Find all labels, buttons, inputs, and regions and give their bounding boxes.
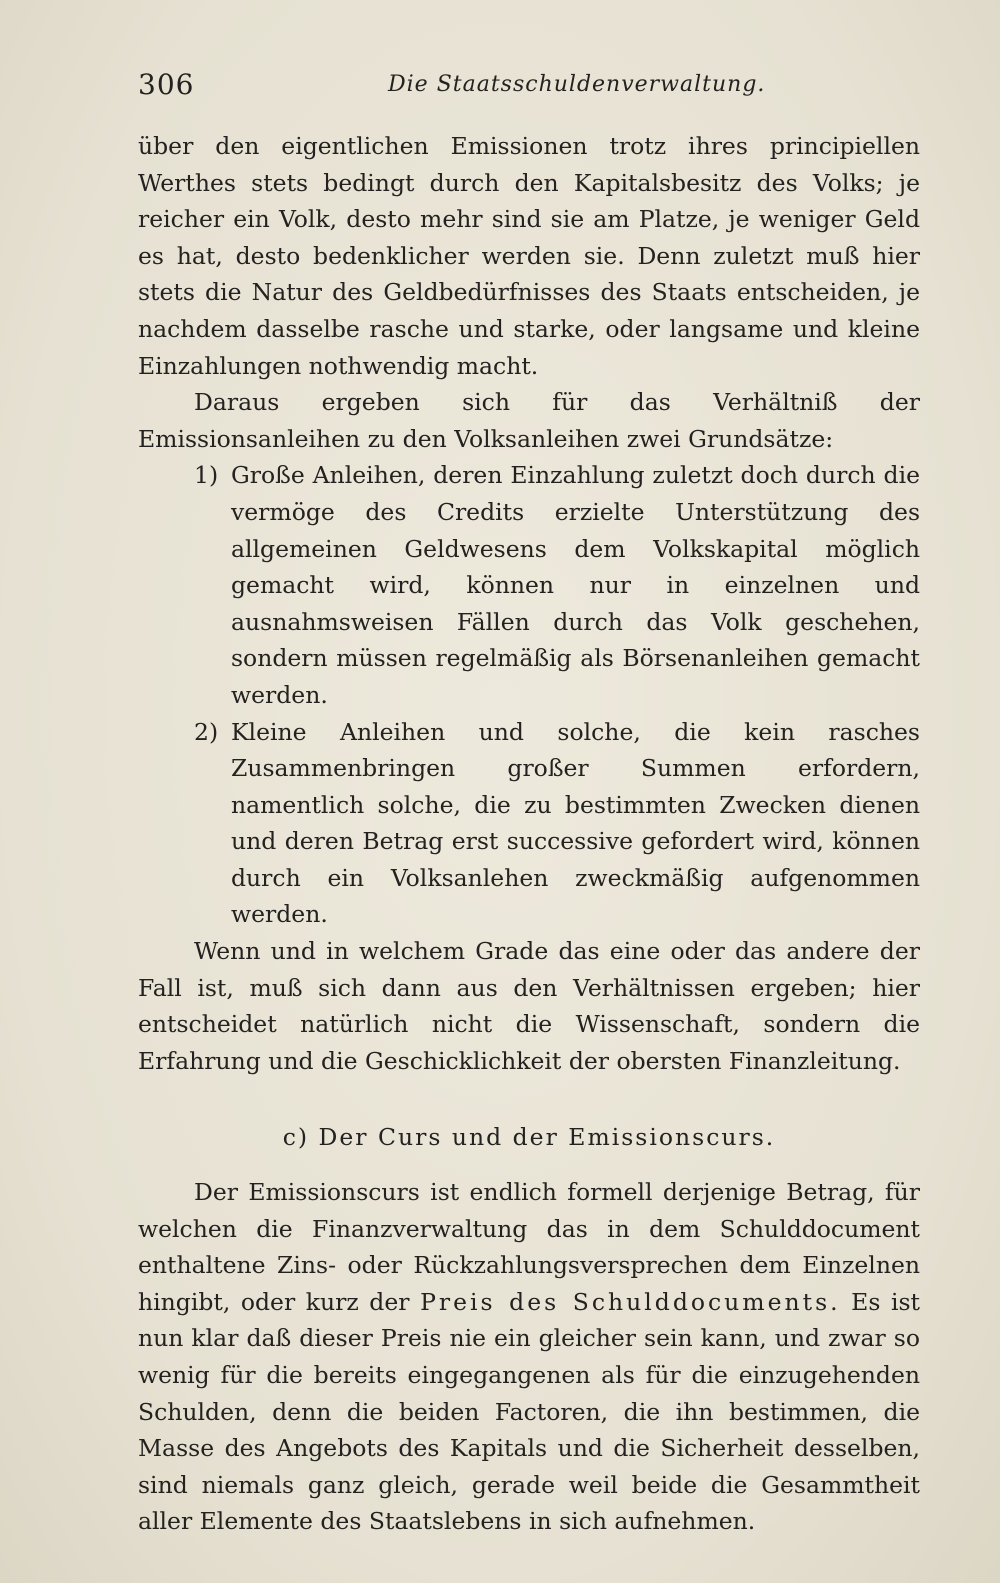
list-item-text: Kleine Anleihen und solche, die kein rasches Zusammenbringen großer Summen erfordern, namentlich solche, die zu bestimmten Zwecken dienen und deren Betrag erst successive gefordert wird, können durch ein Volksanlehen zweckmäßig aufgenommen werden. (231, 717, 920, 929)
paragraph-text: Der Emissionscurs ist endlich formell derjenige Betrag, für welchen die Finanzverwaltung das in dem Schulddocument enthaltene Zins- oder Rückzahlungsversprechen dem Einzelnen hingibt, oder kurz der (138, 1178, 920, 1316)
paragraph-emission-price (138, 1174, 920, 1540)
list-item (138, 714, 920, 934)
list-item-number: 2) (194, 717, 219, 746)
paragraph-text: Es ist nun klar daß dieser Preis nie ein gleicher sein kann, und zwar so wenig für die bereits eingegangenen als für die einzugehenden Schulden, denn die beiden Factoren, die ihn bestimmen, die Masse des Angebots des Kapitals und die Sicherheit desselben, sind niemals ganz gleich, gerade weil beide die Gesammtheit aller Elemente des Staatslebens in sich aufnehmen. (138, 1287, 920, 1536)
paragraph-continuation: über den eigentlichen Emissionen trotz ihres principiellen Werthes stets bedingt durch den Kapitalsbesitz des Volks; je reicher ein Volk, desto mehr sind sie am Platze, je weniger Geld es hat, desto bedenklicher werden sie. Denn zuletzt muß hier stets die Natur des Geldbedürfnisses des Staats entscheiden, je nachdem dasselbe rasche und starke, oder langsame und kleine Einzahlungen nothwendig macht. (138, 132, 920, 380)
list-item-number: 1) (194, 461, 219, 490)
page-body (138, 128, 920, 1540)
paragraph-experience: Wenn und in welchem Grade das eine oder das andere der Fall ist, muß sich dann aus den Verhältnissen ergeben; hier entscheidet natürlich nicht die Wissenschaft, sondern die Erfahrung und die Geschicklichkeit der obersten Finanzleitung. (138, 937, 920, 1075)
section-heading: c) Der Curs und der Emissionscurs. (282, 1123, 776, 1152)
paragraph-principles-intro: Daraus ergeben sich für das Verhältniß der Emissionsanleihen zu den Volksanleihen zwei Grundsätze: (138, 388, 920, 453)
list-item (138, 457, 920, 713)
list-item-text: Große Anleihen, deren Einzahlung zuletzt doch durch die vermöge des Credits erzielte Unterstützung des allgemeinen Geldwesens dem Volkskapital möglich gemacht wird, können nur in einzelnen und ausnahmsweisen Fällen durch das Volk geschehen, sondern müssen regelmäßig als Börsenanleihen gemacht werden. (231, 461, 920, 709)
principles-list (138, 457, 920, 933)
page-header (138, 68, 920, 108)
emphasized-text: Preis des Schulddocuments. (420, 1287, 841, 1316)
page-number: 306 (138, 68, 195, 101)
running-title: Die Staatsschuldenverwaltung. (388, 72, 766, 97)
